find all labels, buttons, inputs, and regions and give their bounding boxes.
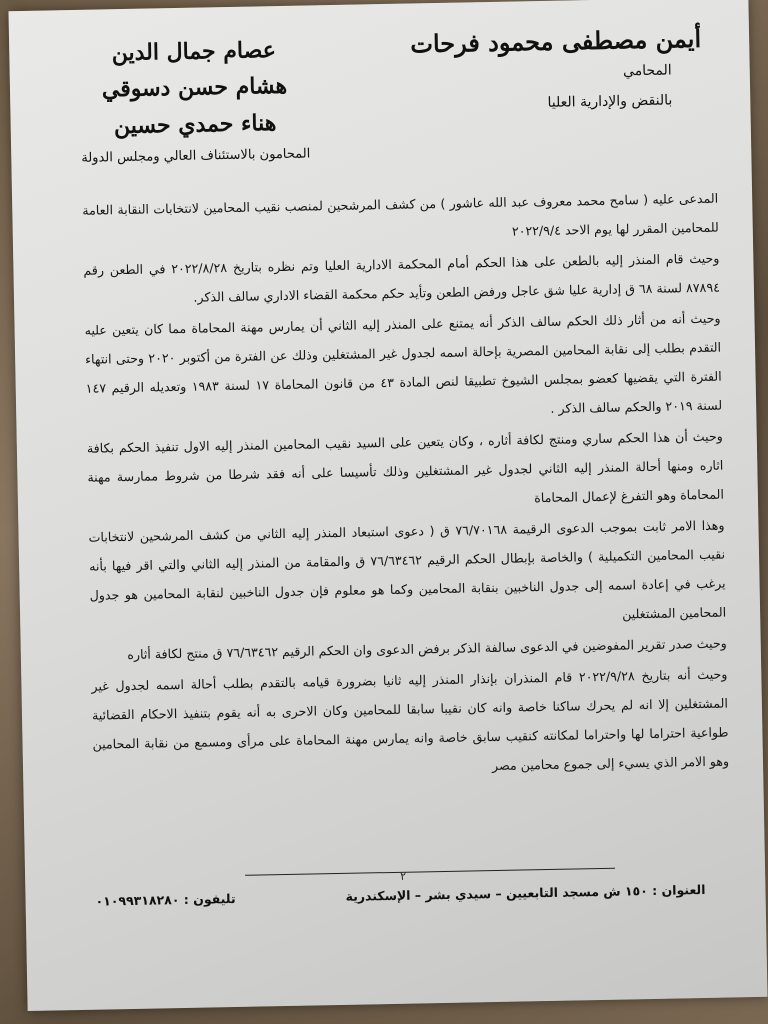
letterhead-main-lawyer (410, 24, 702, 118)
paragraph: وهذا الامر ثابت بموجب الدعوى الرقيمة ٧٦/٧٠١٦٨ ق ( دعوى استبعاد المنذر إليه الثاني من كشف المرشحين لانتخابات نقيب المحامين التكميلية ) والخاصة بإبطال الحكم الرقيم ٧٦/٦٣٤٦٢ ق والمقامة من المنذر إليه الثاني والتي اقر فيها بأنه يرغب في إعادة اسمه إلى جدول الناخبين بنقابة المحامين وكما هو معلوم فإن جدول الناخبين لنقابة المحامين هو جدول المحامين المشتغلين (88, 517, 727, 622)
paragraph: وحيث صدر تقرير المفوضين في الدعوى سالفة الذكر برفض الدعوى وان الحكم الرقيم ٧٦/٦٣٤٦٢ ق منتج لكافة أثاره (127, 635, 727, 663)
document-body (82, 184, 729, 790)
paragraph: المدعى عليه ( سامح محمد معروف عبد الله عاشور ) من كشف المرشحين لمنصب نقيب المحامين لانتخابات النقابة العامة للمحامين المقرر لها يوم الاحد ٢٠٢٢/٩/٤ (82, 190, 719, 239)
document-page (8, 0, 767, 1011)
footer-address: العنوان : ١٥٠ ش مسجد التابعيين – سيدي بشر – الإسكندرية (345, 881, 706, 904)
lawyer-title: المحامي (622, 62, 672, 80)
lawyer-court: بالنقض والإدارية العليا (547, 92, 673, 111)
associate-name: هناء حمدي حسين (113, 109, 277, 139)
associate-name: هشام حسن دسوقي (101, 73, 288, 103)
paragraph: وحيث أنه من أثار ذلك الحكم سالف الذكر أنه يمتنع على المنذر إليه الثاني أن يمارس مهنة المحاماة مما كان يتعين عليه التقدم بطلب إلى نقابة المحامين المصرية بإحالة اسمه لجدول غير المشتغلين وذلك عن الفترة من أكتوبر ٢٠٢٠ وحتى انتهاء الفترة التي يقضيها كعضو بمجلس الشيوخ تطبيقا لنص المادة ٤٣ من قانون المحاماة ١٧ لسنة ١٩٨٣ وتعديله الرقيم ١٤٧ لسنة ٢٠١٩ والحكم سالف الذكر . (84, 310, 723, 416)
footer-phone: تليفون : ٠١٠٩٩٣١٨٢٨٠ (95, 890, 236, 909)
footer-divider (245, 868, 615, 876)
associate-name: عصام جمال الدين (111, 37, 277, 67)
associates-title: المحامون بالاستئناف العالي ومجلس الدولة (81, 146, 311, 166)
paragraph: وحيث قام المنذر إليه بالطعن على هذا الحكم أمام المحكمة الادارية العليا وتم نظره بتاريخ ٢٠٢٢/٨/٢٨ في الطعن رقم ٨٧٨٩٤ لسنة ٦٨ ق إدارية عليا شق عاجل ورفض الطعن وتأيد حكم محكمة القضاء الاداري سالف الذكر. (83, 250, 721, 305)
page-number: ٢ (400, 869, 407, 883)
paragraph: وحيث أنه بتاريخ ٢٠٢٢/٩/٢٨ قام المنذران بإنذار المنذر إليه ثانيا بضرورة قيامه بالتقدم بطلب أحالة اسمه لجدول غير المشتغلين إلا انه لم يحرك ساكنا خاصة وانه كان نقيبا سابقا للمحامين وكان الاحرى به أنه يقوم بتنفيذ الاحكام القضائية طواعية احتراما لها واحتراما لمكانته كنقيب سابق خاصة وانه يمارس مهنة المحاماة على مرأى ومسمع من نقابة المحامين وهو الامر الذي يسيء إلى جموع محامين مصر (91, 666, 730, 774)
lawyer-name: أيمن مصطفى محمود فرحات (410, 23, 702, 59)
paragraph: وحيث أن هذا الحكم ساري ومنتج لكافة أثاره ، وكان يتعين على السيد نقيب المحامين المنذر إليه الاول تنفيذ الحكم بكافة اثاره ومنها أحالة المنذر إليه الثاني لجدول غير المشتغلين وذلك تأسيسا على أنه فقد شرطا من شروط ممارسة مهنة المحاماة وهو التفرغ لإعمال المحاماة (86, 428, 725, 506)
letterhead-associates (79, 31, 310, 165)
